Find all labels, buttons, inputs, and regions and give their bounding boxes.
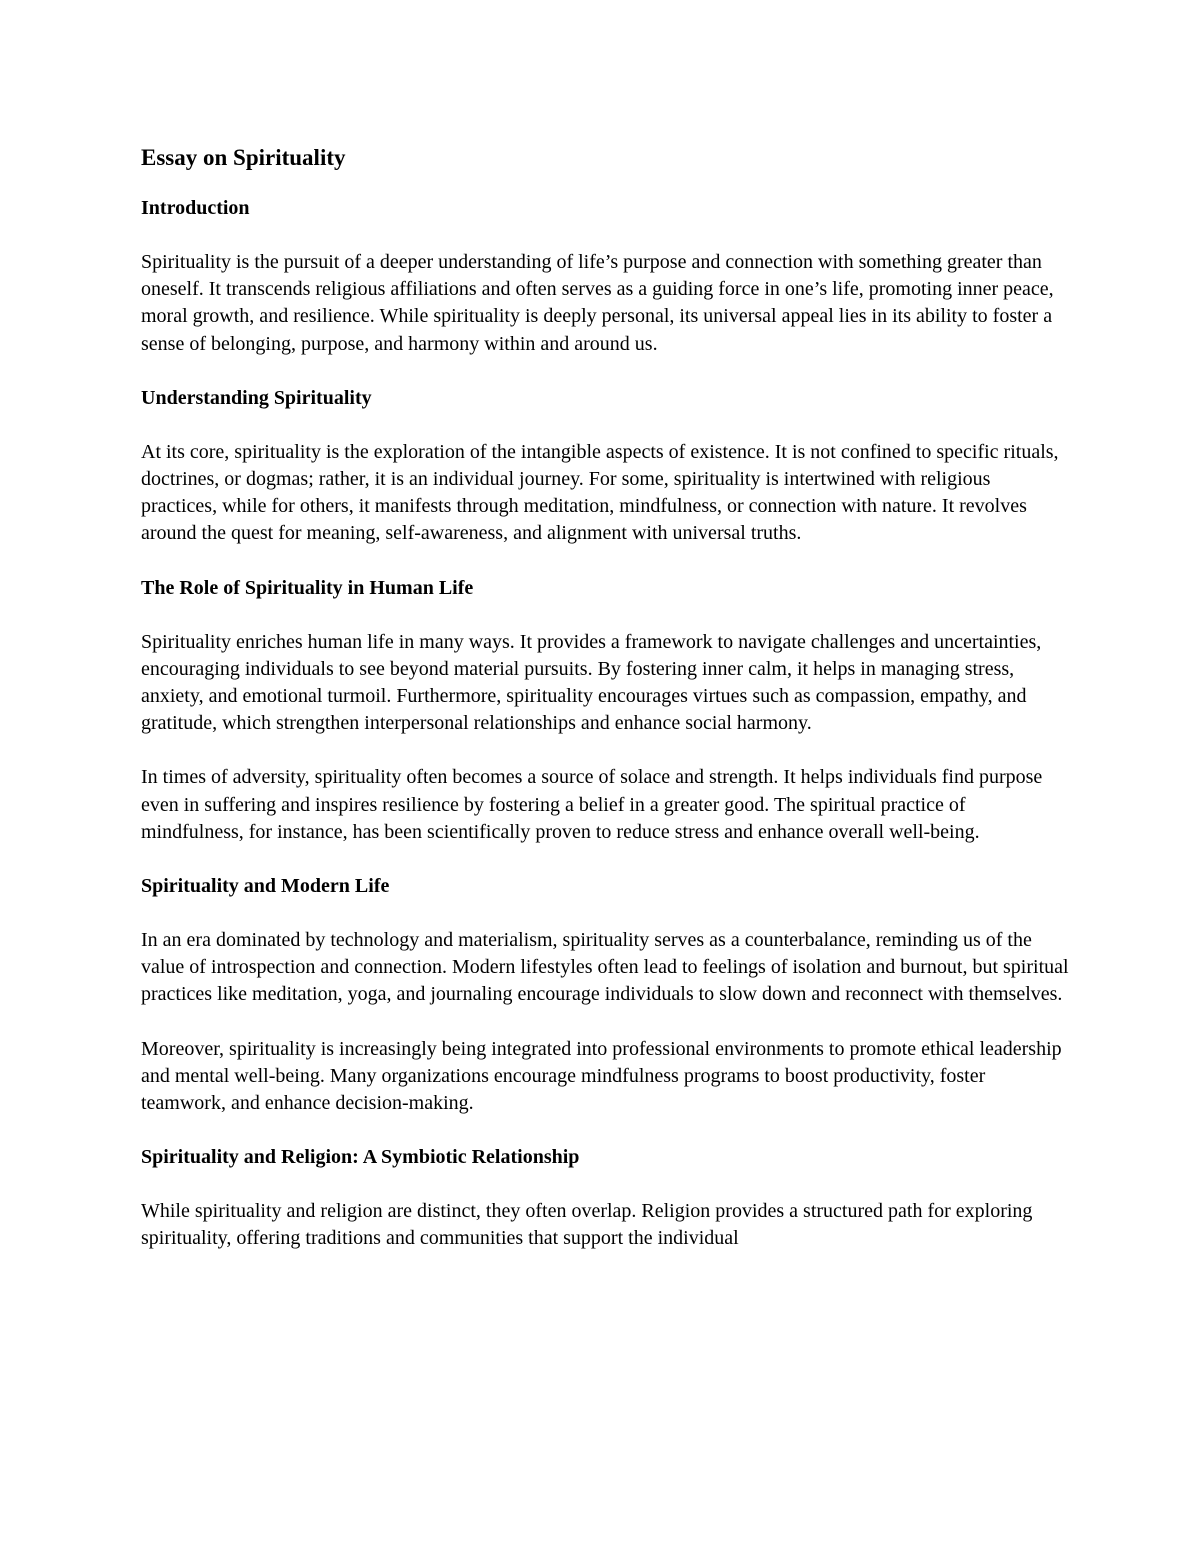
section-heading-role-of-spirituality: The Role of Spirituality in Human Life — [141, 576, 474, 599]
paragraph-spirituality-and-religion: While spirituality and religion are distinct, they often overlap. Religion provides a structured path for exploring spirituality, offering traditions and communities that support the individual — [141, 1200, 1033, 1250]
document-page — [141, 143, 1071, 1280]
paragraph-role-of-spirituality-2: In times of adversity, spirituality often becomes a source of solace and strength. It helps individuals find purpose even in suffering and inspires resilience by fostering a belief in a greater good. The spiritual practice of mindfulness, for instance, has been scientifically proven to reduce stress and enhance overall well-being. — [141, 766, 1043, 843]
section-heading-introduction: Introduction — [141, 197, 250, 219]
document-title: Essay on Spirituality — [141, 145, 346, 170]
paragraph-introduction: Spirituality is the pursuit of a deeper understanding of life’s purpose and connection with something greater than oneself. It transcends religious affiliations and often serves as a guiding force in one’s life, promoting inner peace, moral growth, and resilience. While spirituality is deeply personal, its universal appeal lies in its ability to foster a sense of belonging, purpose, and harmony within and around us. — [141, 251, 1054, 355]
section-heading-spirituality-modern-life: Spirituality and Modern Life — [141, 875, 390, 898]
paragraph-spirituality-modern-life-1: In an era dominated by technology and materialism, spirituality serves as a counterbalance, reminding us of the value of introspection and connection. Modern lifestyles often lead to feelings of isolation and burnout, but spiritual practices like meditation, yoga, and journaling encourage individuals to slow down and reconnect with themselves. — [141, 929, 1069, 1006]
paragraph-understanding-spirituality: At its core, spirituality is the exploration of the intangible aspects of existence. It is not confined to specific rituals, doctrines, or dogmas; rather, it is an individual journey. For some, spirituality is intertwined with religious practices, while for others, it manifests through meditation, mindfulness, or connection with nature. It revolves around the quest for meaning, self-awareness, and alignment with universal truths. — [141, 440, 1059, 545]
section-heading-understanding-spirituality: Understanding Spirituality — [141, 386, 372, 409]
paragraph-spirituality-modern-life-2: Moreover, spirituality is increasingly being integrated into professional environments to promote ethical leadership and mental well-being. Many organizations encourage mindfulness programs to boost productivity, foster teamwork, and enhance decision-making. — [141, 1037, 1062, 1115]
section-heading-spirituality-and-religion: Spirituality and Religion: A Symbiotic Relationship — [141, 1146, 580, 1169]
paragraph-role-of-spirituality-1: Spirituality enriches human life in many ways. It provides a framework to navigate challenges and uncertainties, encouraging individuals to see beyond material pursuits. By fostering inner calm, it helps in managing stress, anxiety, and emotional turmoil. Furthermore, spirituality encourages virtues such as compassion, empathy, and gratitude, which strengthen interpersonal relationships and enhance social harmony. — [141, 630, 1042, 735]
